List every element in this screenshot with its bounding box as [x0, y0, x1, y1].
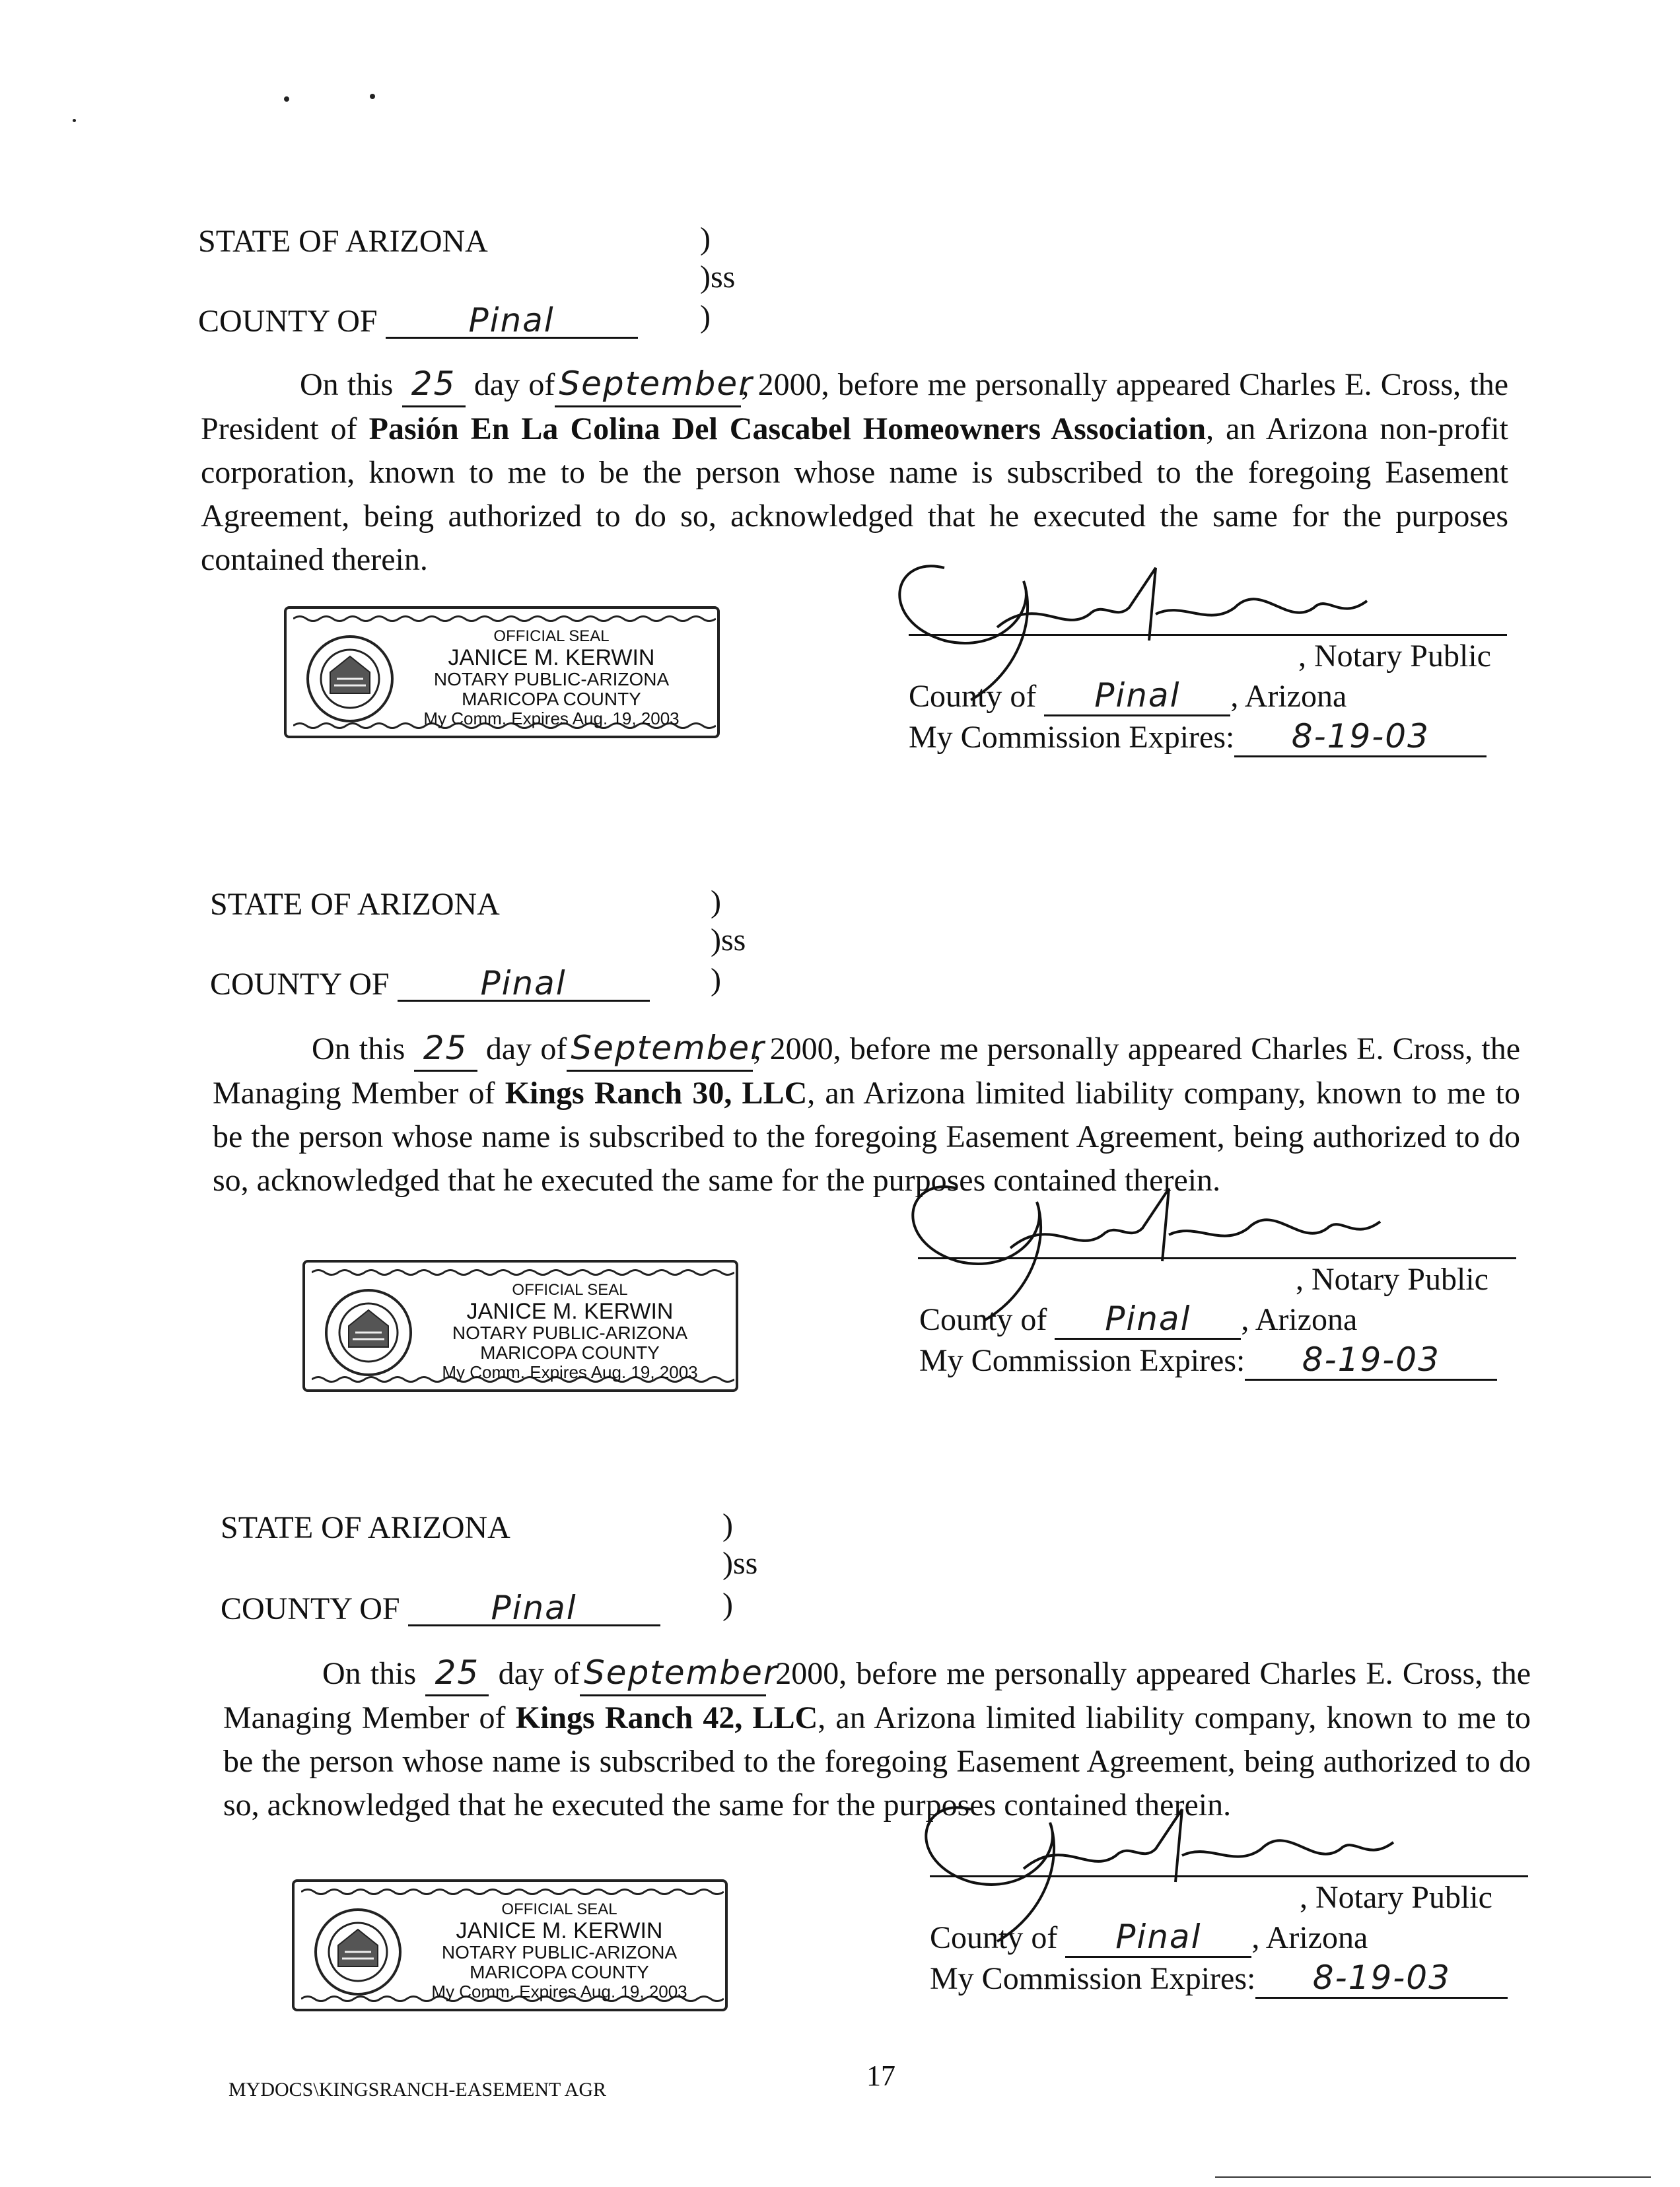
state-seal-icon	[322, 1286, 415, 1379]
seal-notary-name: JANICE M. KERWIN	[456, 1918, 663, 1943]
ss-label: )ss	[711, 922, 746, 957]
signature-line	[930, 1875, 1528, 1877]
county-handwritten: Pinal	[386, 304, 638, 339]
venue-paren: )	[700, 221, 711, 256]
county-label: COUNTY OF	[198, 304, 378, 339]
county-line	[221, 1591, 660, 1626]
day-of-label: day of	[498, 1656, 580, 1691]
bottom-edge-rule	[1215, 2176, 1651, 2178]
state-seal-icon	[312, 1906, 404, 1998]
commission-label: My Commission Expires:	[930, 1961, 1256, 1996]
state-label: STATE OF ARIZONA	[198, 224, 488, 259]
commission-line	[930, 1959, 1508, 1999]
month-handwritten: September	[555, 362, 741, 407]
date-continuation: , 2000, before me personally appeared Charles E. Cross, the	[741, 367, 1509, 402]
state-seal-icon	[304, 633, 396, 725]
commission-label: My Commission Expires:	[909, 720, 1235, 755]
arizona-label: , Arizona	[1251, 1920, 1368, 1955]
role-text: President of	[201, 411, 357, 446]
state-label: STATE OF ARIZONA	[221, 1510, 510, 1545]
scan-speck	[284, 96, 289, 102]
seal-notary-title: NOTARY PUBLIC-ARIZONA	[433, 669, 670, 689]
signature-line	[909, 634, 1507, 636]
seal-title: OFFICIAL SEAL	[493, 627, 610, 645]
venue-paren: )	[722, 1508, 733, 1543]
entity-name: Kings Ranch 30, LLC	[505, 1076, 808, 1111]
entity-continuation: , an Arizona limited liability company, known to me to be the person whose name is subscribed to the foregoing Easement Agreement, being authorized to do so, acknowledged that he executed the same for the purposes contained therein.	[223, 1700, 1531, 1822]
scan-speck	[370, 94, 375, 99]
notary-county-handwritten: Pinal	[1044, 676, 1230, 716]
seal-title: OFFICIAL SEAL	[512, 1281, 628, 1299]
seal-expiration: My Comm. Expires Aug. 19, 2003	[442, 1362, 698, 1382]
notary-county-line	[930, 1918, 1368, 1958]
document-path-footer: MYDOCS\KINGSRANCH-EASEMENT AGR	[228, 2079, 607, 2100]
commission-handwritten: 8-19-03	[1255, 1959, 1508, 1999]
county-of-label: County of	[909, 679, 1037, 714]
arizona-label: , Arizona	[1230, 679, 1347, 714]
seal-county: MARICOPA COUNTY	[462, 689, 641, 709]
county-handwritten: Pinal	[408, 1591, 660, 1626]
county-of-label: County of	[930, 1920, 1058, 1955]
seal-notary-title: NOTARY PUBLIC-ARIZONA	[441, 1942, 678, 1962]
notary-county-handwritten: Pinal	[1065, 1918, 1251, 1958]
date-continuation: , 2000, before me personally appeared Charles E. Cross, the	[753, 1031, 1521, 1066]
seal-title: OFFICIAL SEAL	[501, 1900, 617, 1918]
county-line	[198, 301, 638, 339]
arizona-label: , Arizona	[1241, 1302, 1358, 1337]
day-handwritten: 25	[414, 1026, 477, 1072]
notary-seal-stamp	[284, 606, 720, 738]
month-handwritten: September	[567, 1026, 753, 1072]
commission-line	[909, 717, 1487, 757]
county-label: COUNTY OF	[221, 1591, 400, 1626]
entity-continuation: , an Arizona limited liability company, known to me to be the person whose name is subscribed to the foregoing Easement Agreement, being authorized to do so, acknowledged that he executed the same for the purposes contained therein.	[213, 1076, 1521, 1198]
day-handwritten: 25	[425, 1651, 489, 1696]
county-line	[210, 964, 650, 1002]
county-of-label: County of	[919, 1302, 1047, 1337]
on-this-label: On this	[312, 1031, 405, 1066]
scan-speck	[73, 119, 76, 122]
seal-county: MARICOPA COUNTY	[470, 1962, 649, 1982]
on-this-label: On this	[300, 367, 394, 402]
notary-seal-stamp	[292, 1879, 728, 2011]
notary-county-line	[919, 1300, 1357, 1340]
role-text: Managing Member of	[213, 1076, 495, 1111]
entity-name: Kings Ranch 42, LLC	[515, 1700, 818, 1735]
date-continuation: 2000, before me personally appeared Charles E. Cross, the	[766, 1656, 1531, 1691]
day-handwritten: 25	[402, 362, 466, 407]
venue-paren: )	[711, 962, 721, 997]
seal-county: MARICOPA COUNTY	[480, 1342, 660, 1363]
notary-public-label: , Notary Public	[1296, 1262, 1488, 1297]
seal-notary-title: NOTARY PUBLIC-ARIZONA	[452, 1323, 688, 1343]
venue-paren: )	[700, 299, 711, 334]
page-number: 17	[866, 2060, 895, 2092]
commission-label: My Commission Expires:	[919, 1343, 1245, 1378]
notary-county-handwritten: Pinal	[1055, 1300, 1241, 1340]
state-label: STATE OF ARIZONA	[210, 887, 500, 922]
entity-name: Pasión En La Colina Del Cascabel Homeowners Association	[368, 411, 1207, 446]
day-of-label: day of	[473, 367, 555, 402]
entity-continuation: , an Arizona non-profit corporation, known to me to be the person whose name is subscribed to the foregoing Easement Agreement, being authorized to do so, acknowledged that he executed the same for the purposes contained therein.	[201, 411, 1509, 577]
seal-expiration: My Comm. Expires Aug. 19, 2003	[423, 709, 680, 728]
signature-line	[918, 1257, 1516, 1259]
rope-border-icon	[312, 1268, 734, 1277]
venue-paren: )	[711, 884, 721, 919]
role-text: Managing Member of	[223, 1700, 506, 1735]
month-handwritten: September	[580, 1651, 766, 1696]
commission-handwritten: 8-19-03	[1245, 1340, 1497, 1381]
day-of-label: day of	[485, 1031, 567, 1066]
seal-notary-name: JANICE M. KERWIN	[448, 645, 655, 670]
notary-seal-stamp	[302, 1260, 738, 1392]
ss-label: )ss	[722, 1546, 758, 1581]
commission-handwritten: 8-19-03	[1234, 717, 1487, 757]
rope-border-icon	[293, 614, 716, 623]
notary-public-label: , Notary Public	[1300, 1880, 1492, 1915]
seal-notary-name: JANICE M. KERWIN	[466, 1299, 674, 1324]
seal-expiration: My Comm. Expires Aug. 19, 2003	[431, 1982, 687, 2001]
notary-public-label: , Notary Public	[1298, 639, 1491, 674]
county-handwritten: Pinal	[398, 967, 650, 1002]
ss-label: )ss	[700, 260, 736, 295]
notary-county-line	[909, 676, 1347, 716]
on-this-label: On this	[322, 1656, 417, 1691]
venue-paren: )	[722, 1587, 733, 1622]
county-label: COUNTY OF	[210, 967, 390, 1002]
rope-border-icon	[301, 1887, 724, 1896]
commission-line	[919, 1340, 1497, 1381]
